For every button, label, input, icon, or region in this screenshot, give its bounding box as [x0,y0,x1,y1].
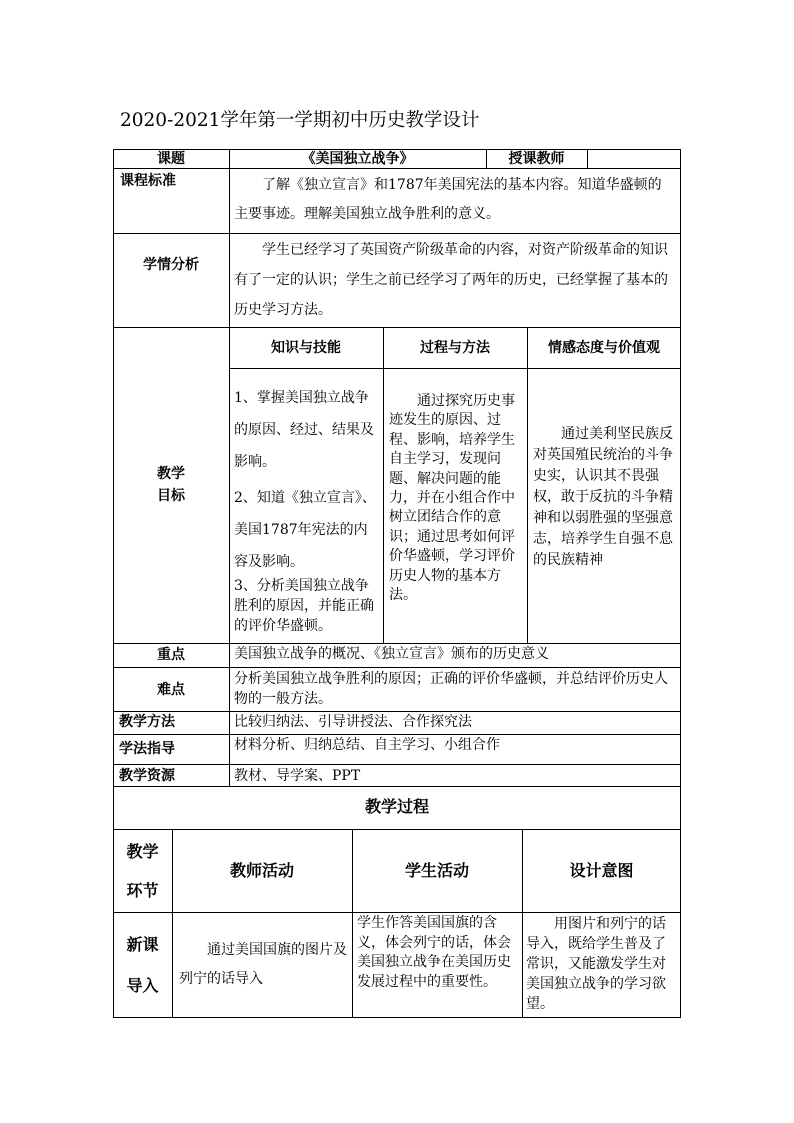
objectives-label-line1: 教学 [157,466,185,482]
topic-label: 课题 [157,151,185,167]
row1-teacher-activity: 通过美国国旗的图片及列宁的话导入 [179,942,347,987]
topic-value: 《美国独立战争》 [301,151,414,167]
objectives-col1-header: 知识与技能 [271,340,341,356]
row1-student-activity: 学生作答美国国旗的含义，体会列宁的话，体会美国独立战争在美国历史发展过程中的重要性。 [357,915,511,990]
objectives-label-line2: 目标 [157,488,185,504]
objectives-process-content: 通过探究历史事迹发生的原因、过程、影响，培养学生自主学习，发现问题、解决问题的能力，并在小组合作中树立团结合作的意识；通过思考如何评价华盛顿，学习评价历史人物的基本方法。 [389,393,515,604]
stage-header-line1: 教学 [126,842,159,861]
stage-header-line2: 环节 [126,881,159,900]
row1-design-intent: 用图片和列宁的话导入，既给学生普及了常识，又能激发学生对美国独立战争的学习欲望。 [526,916,666,1012]
methods-label: 教学方法 [119,714,175,730]
row1-stage-line2: 导入 [126,976,159,995]
student-analysis-label: 学情分析 [143,257,199,273]
guidance-label: 学法指导 [119,741,175,757]
curriculum-label: 课程标准 [120,173,176,189]
key-points-content: 美国独立战争的概况、《独立宣言》颁布的历史意义 [234,646,549,662]
row1-stage-line1: 新课 [126,935,159,954]
curriculum-content: 了解《独立宣言》和1787年美国宪法的基本内容。知道华盛顿的主要事迹。理解美国独立战争胜利的意义。 [234,177,662,222]
methods-content: 比较归纳法、引导讲授法、合作探究法 [234,714,472,730]
objectives-col2-header: 过程与方法 [420,340,490,356]
objectives-knowledge-1: 1、掌握美国独立战争的原因、经过、结果及影响。 [234,390,374,470]
teacher-activity-header: 教师活动 [229,861,294,880]
guidance-content: 材料分析、归纳总结、自主学习、小组合作 [234,737,500,753]
objectives-knowledge-2: 2、知道《独立宣言》、美国1787年宪法的内容及影响。 [234,490,376,570]
difficulties-label: 难点 [157,682,185,698]
document-title: 2020-2021学年第一学期初中历史教学设计 [120,110,480,131]
objectives-knowledge-3: 3、分析美国独立战争胜利的原因，并能正确的评价华盛顿。 [234,578,374,634]
resources-label: 教学资源 [119,768,175,784]
key-points-label: 重点 [157,647,185,663]
student-activity-header: 学生活动 [404,861,469,880]
process-heading: 教学过程 [364,797,429,816]
difficulties-content: 分析美国独立战争胜利的原因；正确的评价华盛顿，并总结评价历史人物的一般方法。 [234,671,668,707]
resources-content: 教材、导学案、PPT [234,768,361,784]
objectives-emotion-content: 通过美利坚民族反对英国殖民统治的斗争史实，认识其不畏强权，敢于反抗的斗争精神和以弱胜强的坚强意志，培养学生自强不息的民族精神 [533,426,673,568]
teacher-label: 授课教师 [508,151,565,167]
objectives-col3-header: 情感态度与价值观 [548,340,660,356]
student-analysis-content: 学生已经学习了英国资产阶级革命的内容，对资产阶级革命的知识有了一定的认识；学生之前已经学习了两年的历史，已经掌握了基本的历史学习方法。 [234,242,668,318]
design-intent-header: 设计意图 [569,861,634,880]
